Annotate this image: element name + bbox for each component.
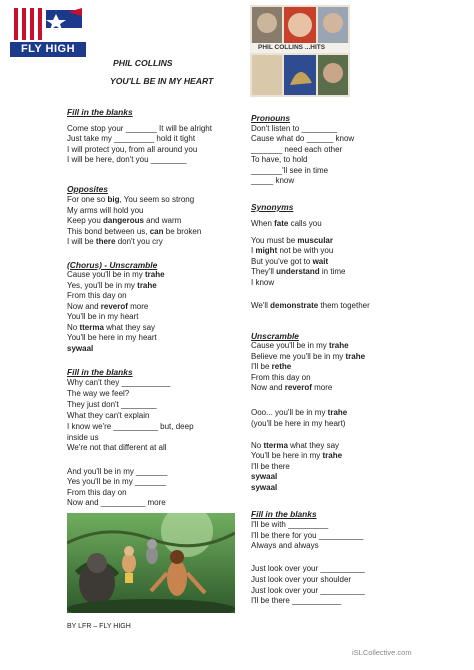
lyric-line: They'll understand in time xyxy=(251,267,346,276)
lyric-line: But you've got to wait xyxy=(251,257,329,266)
lyric-line: Cause you'll be in my trahe xyxy=(67,270,165,279)
lyric-line: We'll demonstrate them together xyxy=(251,301,370,310)
lyric-line: From this day on xyxy=(67,291,127,300)
album-cover-image xyxy=(250,5,350,97)
lyric-line: Just take my _________ hold it tight xyxy=(67,134,196,143)
pronouns-heading: Pronouns xyxy=(251,113,291,123)
lyric-line: I will protect you, from all around you xyxy=(67,145,198,154)
lyric-line: Just look over your __________ xyxy=(251,564,365,573)
lyric-line: What they can't explain xyxy=(67,411,150,420)
lyric-line: You'll be in my heart xyxy=(67,312,139,321)
watermark: iSLCollective.com xyxy=(352,648,412,657)
lyric-line: This bond between us, can be broken xyxy=(67,227,202,236)
lyric-line: inside us xyxy=(67,433,99,442)
lyric-line: They just don't ________ xyxy=(67,400,157,409)
lyric-line: You must be muscular xyxy=(251,236,333,245)
lyric-line: My arms will hold you xyxy=(67,206,144,215)
fly-high-logo xyxy=(10,6,86,58)
lyric-line: I will be there don't you cry xyxy=(67,237,163,246)
lyric-line: I know we're __________ but, deep xyxy=(67,422,194,431)
lyric-line: _____ know xyxy=(251,176,295,185)
footer-credit: BY LFR – FLY HIGH xyxy=(67,623,131,630)
lyric-line: I'll be there ___________ xyxy=(251,596,342,605)
lyric-line: To have, to hold xyxy=(251,155,308,164)
lyric-line: Now and reverof more xyxy=(67,302,149,311)
lyric-line: When fate calls you xyxy=(251,219,322,228)
lyric-line: _______'ll see in time xyxy=(251,166,329,175)
lyric-line: No tterma what they say xyxy=(251,441,340,450)
lyric-line: I might not be with you xyxy=(251,246,334,255)
song-title: YOU'LL BE IN MY HEART xyxy=(110,76,214,86)
lyric-line: Yes you'll be in my _______ xyxy=(67,477,167,486)
album-label: PHIL COLLINS ...HITS xyxy=(258,44,326,51)
lyric-line: We're not that different at all xyxy=(67,443,167,452)
lyric-line: Why can't they ___________ xyxy=(67,378,171,387)
lyric-line: (you'll be here in my heart) xyxy=(251,419,346,428)
lyric-line: Now and __________ more xyxy=(67,498,166,507)
flag-logo-icon xyxy=(10,6,86,42)
lyric-line: The way we feel? xyxy=(67,389,130,398)
chorus-heading: (Chorus) - Unscramble xyxy=(67,260,158,270)
fill-blanks-heading-4: Fill in the blanks xyxy=(251,509,317,519)
lyric-line: Now and reverof more xyxy=(251,383,333,392)
lyric-line: _______ need each other xyxy=(251,145,343,154)
synonyms-heading: Synonyms xyxy=(251,202,294,212)
lyric-line: Keep you dangerous and warm xyxy=(67,216,182,225)
lyric-line: Don't listen to ________ xyxy=(251,124,338,133)
lyric-line: sywaal xyxy=(251,483,278,492)
lyric-line: Ooo... you'll be in my trahe xyxy=(251,408,348,417)
lyric-line: I will be here, don't you ________ xyxy=(67,155,187,164)
artist-name: PHIL COLLINS xyxy=(113,58,173,68)
lyric-line: Always and always xyxy=(251,541,319,550)
lyric-line: You'll be here in my heart xyxy=(67,333,157,342)
lyric-line: Just look over your __________ xyxy=(251,586,365,595)
lyric-line: Cause what do ______ know xyxy=(251,134,355,143)
lyric-line: I'll be with _________ xyxy=(251,520,329,529)
lyric-line: You'll be here in my trahe xyxy=(251,451,343,460)
fill-blanks-heading-2: Fill in the blanks xyxy=(67,367,133,377)
lyric-line: I know xyxy=(251,278,275,287)
unscramble-heading: Unscramble xyxy=(251,331,299,341)
lyric-line: No tterma what they say xyxy=(67,323,156,332)
tarzan-illustration-image xyxy=(67,513,235,613)
opposites-heading: Opposites xyxy=(67,184,108,194)
lyric-line: Cause you'll be in my trahe xyxy=(251,341,349,350)
lyric-line: sywaal xyxy=(251,472,278,481)
lyric-line: And you'll be in my _______ xyxy=(67,467,168,476)
lyric-line: For one so big, You seem so strong xyxy=(67,195,195,204)
lyric-line: From this day on xyxy=(67,488,127,497)
lyric-line: Just look over your shoulder xyxy=(251,575,352,584)
lyric-line: I'll be there for you __________ xyxy=(251,531,364,540)
logo-text: FLY HIGH xyxy=(10,42,86,57)
lyric-line: I'll be rethe xyxy=(251,362,292,371)
lyric-line: From this day on xyxy=(251,373,311,382)
fill-blanks-heading-1: Fill in the blanks xyxy=(67,107,133,117)
lyric-line: Yes, you'll be in my trahe xyxy=(67,281,157,290)
lyric-line: sywaal xyxy=(67,344,94,353)
lyric-line: Believe me you'll be in my trahe xyxy=(251,352,366,361)
lyric-line: I'll be there xyxy=(251,462,290,471)
lyric-line: Come stop your _______ It will be alright xyxy=(67,124,212,133)
